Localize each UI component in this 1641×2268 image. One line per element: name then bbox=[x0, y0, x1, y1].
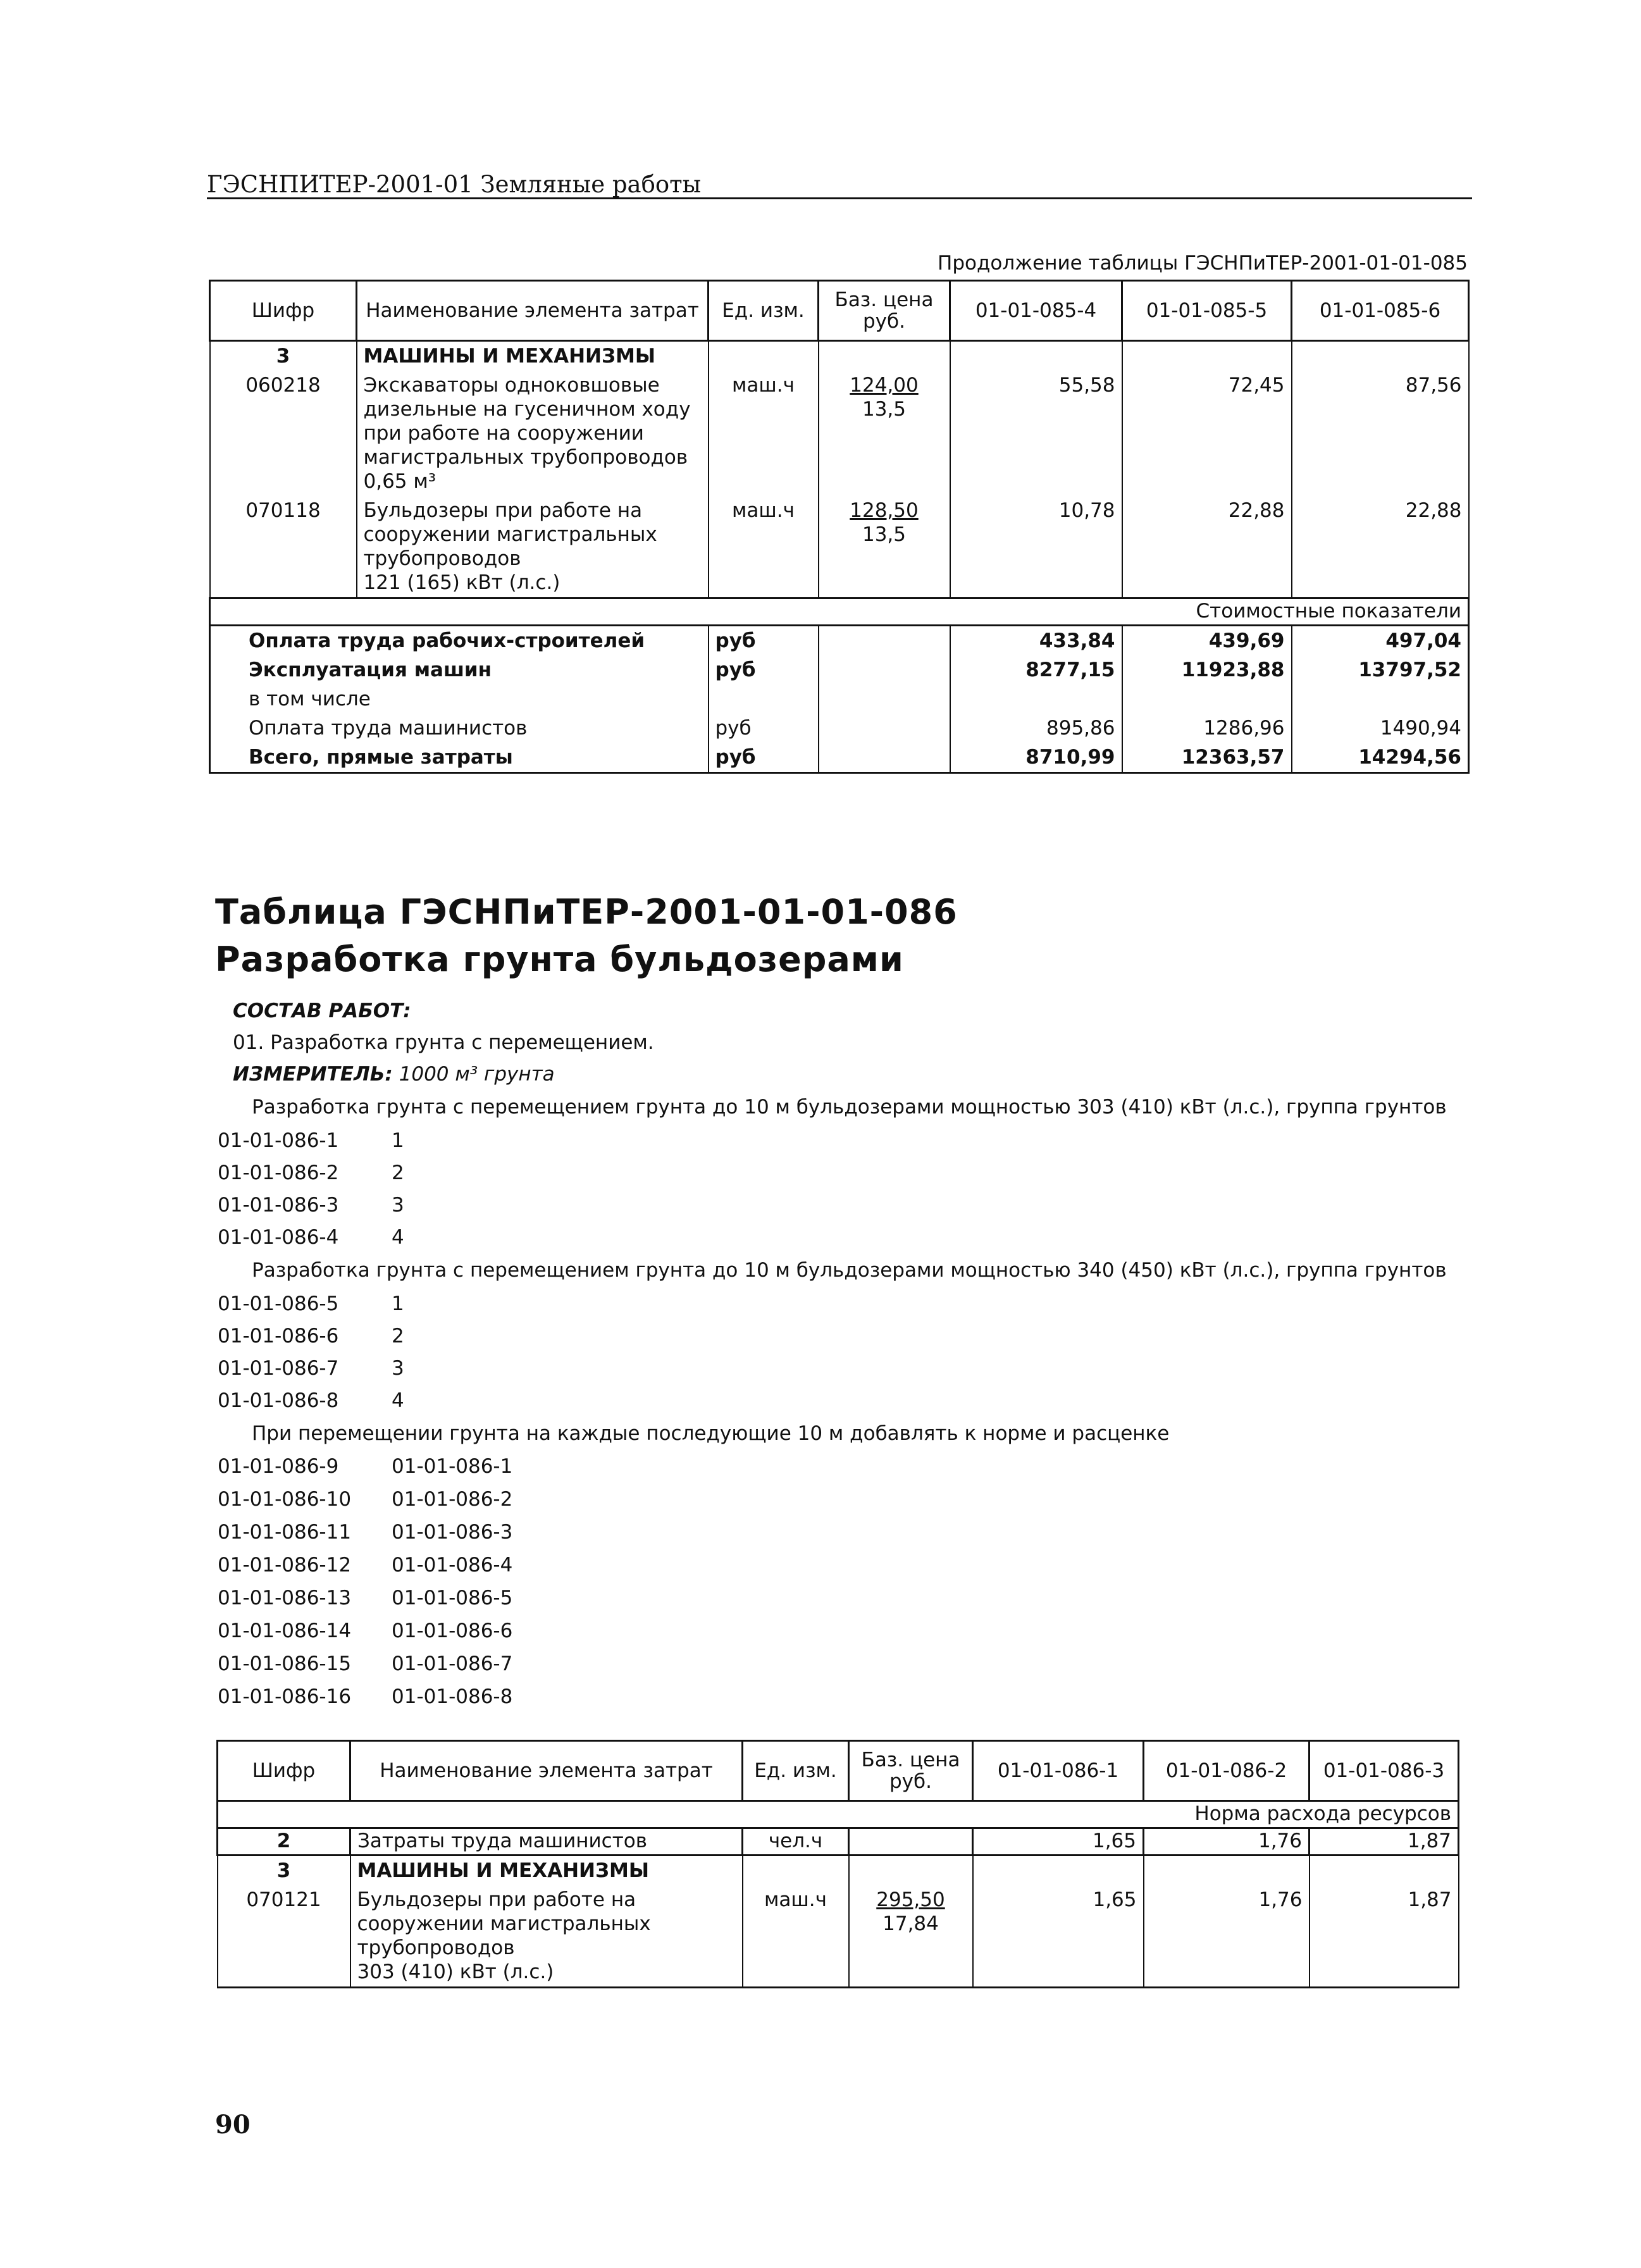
list-item bbox=[218, 1389, 404, 1415]
code: 01-01-086-5 bbox=[218, 1292, 339, 1315]
value-cell: 22,88 bbox=[1122, 496, 1292, 598]
value-cell: 72,45 bbox=[1122, 371, 1292, 496]
total-unit: руб bbox=[709, 626, 819, 656]
unit: маш.ч bbox=[709, 371, 819, 496]
column-header: 01-01-086-3 bbox=[1310, 1741, 1459, 1801]
total-value: 12363,57 bbox=[1122, 743, 1292, 773]
name-line: 121 (165) кВт (л.с.) bbox=[363, 571, 560, 594]
group-description: При перемещении грунта на каждые последующие 10 м добавлять к норме и расценке bbox=[252, 1422, 1170, 1445]
column-header: 01-01-086-1 bbox=[973, 1741, 1144, 1801]
total-name: Всего, прямые затраты bbox=[210, 743, 709, 773]
total-value: 433,84 bbox=[950, 626, 1122, 656]
soil-group: 4 bbox=[392, 1389, 404, 1412]
running-header: ГЭСНПИТЕР-2001-01 Земляные работы bbox=[207, 171, 702, 198]
column-header: Ед. изм. bbox=[743, 1741, 849, 1801]
soil-group: 4 bbox=[392, 1226, 404, 1249]
labor-row bbox=[218, 1828, 1459, 1856]
table-header-row bbox=[210, 281, 1469, 341]
value-cell: 1,76 bbox=[1144, 1885, 1310, 1988]
total-unit: руб bbox=[709, 743, 819, 773]
list-item bbox=[218, 1521, 512, 1546]
resource-table-085 bbox=[209, 280, 1470, 774]
resource-code: 060218 bbox=[210, 371, 357, 496]
measure-label: ИЗМЕРИТЕЛЬ: bbox=[233, 1063, 393, 1086]
list-item bbox=[218, 1587, 512, 1612]
price-sub-value: 17,84 bbox=[882, 1912, 939, 1935]
resource-name bbox=[350, 1885, 743, 1988]
header-rule bbox=[207, 197, 1472, 199]
column-header: Шифр bbox=[218, 1741, 350, 1801]
total-unit: руб bbox=[709, 714, 819, 743]
group-description: Разработка грунта с перемещением грунта до 10 м бульдозерами мощностью 340 (450) кВт (л.с.), группа грунтов bbox=[252, 1259, 1447, 1282]
name-line: сооружении магистральных bbox=[363, 523, 657, 546]
work-item: 01. Разработка грунта с перемещением. bbox=[233, 1031, 654, 1054]
total-value: 1286,96 bbox=[1122, 714, 1292, 743]
group-description: Разработка грунта с перемещением грунта до 10 м бульдозерами мощностью 303 (410) кВт (л.с.), группа грунтов bbox=[252, 1096, 1447, 1119]
code: 01-01-086-10 bbox=[218, 1488, 352, 1511]
name-line: магистральных трубопроводов bbox=[363, 446, 688, 469]
resource-table-086 bbox=[216, 1740, 1459, 1988]
name-line: 0,65 м³ bbox=[363, 470, 437, 493]
total-value: 497,04 bbox=[1292, 626, 1469, 656]
unit: маш.ч bbox=[709, 496, 819, 598]
total-unit bbox=[709, 685, 819, 714]
total-value: 1490,94 bbox=[1292, 714, 1469, 743]
norm-band-row bbox=[218, 1801, 1459, 1828]
value-cell: 10,78 bbox=[950, 496, 1122, 598]
list-item bbox=[218, 1226, 404, 1251]
code: 01-01-086-11 bbox=[218, 1521, 352, 1544]
section-row bbox=[210, 341, 1469, 371]
table-title: Таблица ГЭСНПиТЕР-2001-01-01-086 bbox=[215, 892, 958, 932]
name-line: 303 (410) кВт (л.с.) bbox=[357, 1961, 554, 1983]
total-value: 439,69 bbox=[1122, 626, 1292, 656]
name-line: дизельные на гусеничном ходу bbox=[363, 398, 691, 421]
list-item bbox=[218, 1652, 512, 1678]
measure-value: 1000 м³ грунта bbox=[399, 1063, 555, 1086]
total-value: 8277,15 bbox=[950, 655, 1122, 685]
cost-band-label: Стоимостные показатели bbox=[210, 598, 1469, 626]
column-header: Шифр bbox=[210, 281, 357, 341]
total-value bbox=[1292, 685, 1469, 714]
name-line: трубопроводов bbox=[357, 1936, 515, 1959]
section-code: 3 bbox=[210, 341, 357, 371]
name-line: сооружении магистральных bbox=[357, 1912, 651, 1935]
price-sub-value: 13,5 bbox=[862, 398, 907, 421]
total-unit: руб bbox=[709, 655, 819, 685]
table-row bbox=[210, 371, 1469, 496]
table-row bbox=[218, 1885, 1459, 1988]
column-header: 01-01-085-4 bbox=[950, 281, 1122, 341]
base-code: 01-01-086-4 bbox=[392, 1554, 513, 1577]
column-header: 01-01-085-5 bbox=[1122, 281, 1292, 341]
value-cell: 1,65 bbox=[973, 1828, 1144, 1856]
price-value: 128,50 bbox=[850, 499, 919, 522]
base-code: 01-01-086-8 bbox=[392, 1685, 513, 1708]
base-price bbox=[849, 1885, 973, 1988]
total-name: Оплата труда машинистов bbox=[210, 714, 709, 743]
base-code: 01-01-086-6 bbox=[392, 1620, 513, 1642]
code: 01-01-086-7 bbox=[218, 1357, 339, 1380]
list-item bbox=[218, 1325, 404, 1350]
list-item bbox=[218, 1357, 404, 1382]
list-item bbox=[218, 1292, 404, 1318]
list-item bbox=[218, 1685, 512, 1711]
code: 01-01-086-12 bbox=[218, 1554, 352, 1577]
price-value: 124,00 bbox=[850, 374, 919, 397]
section-code: 3 bbox=[218, 1856, 350, 1886]
resource-code: 2 bbox=[218, 1828, 350, 1856]
total-row bbox=[210, 655, 1469, 685]
code: 01-01-086-15 bbox=[218, 1652, 352, 1675]
base-price bbox=[819, 496, 950, 598]
code: 01-01-086-4 bbox=[218, 1226, 339, 1249]
code: 01-01-086-8 bbox=[218, 1389, 339, 1412]
section-row bbox=[218, 1856, 1459, 1886]
total-row bbox=[210, 626, 1469, 656]
value-cell: 1,65 bbox=[973, 1885, 1144, 1988]
soil-group: 1 bbox=[392, 1129, 404, 1152]
name-line: трубопроводов bbox=[363, 547, 521, 570]
code: 01-01-086-3 bbox=[218, 1194, 339, 1217]
unit: чел.ч bbox=[743, 1828, 849, 1856]
column-header: Наименование элемента затрат bbox=[357, 281, 709, 341]
code: 01-01-086-1 bbox=[218, 1129, 339, 1152]
value-cell: 1,87 bbox=[1310, 1828, 1459, 1856]
code: 01-01-086-16 bbox=[218, 1685, 352, 1708]
section-name: МАШИНЫ И МЕХАНИЗМЫ bbox=[350, 1856, 743, 1886]
table-subtitle: Разработка грунта бульдозерами bbox=[215, 939, 904, 979]
resource-name: Затраты труда машинистов bbox=[350, 1828, 743, 1856]
section-name: МАШИНЫ И МЕХАНИЗМЫ bbox=[357, 341, 709, 371]
value-cell: 1,87 bbox=[1310, 1885, 1459, 1988]
cost-band-row bbox=[210, 598, 1469, 626]
column-header: 01-01-086-2 bbox=[1144, 1741, 1310, 1801]
code: 01-01-086-14 bbox=[218, 1620, 352, 1642]
unit: маш.ч bbox=[743, 1885, 849, 1988]
resource-name bbox=[357, 371, 709, 496]
total-name: в том числе bbox=[210, 685, 709, 714]
total-value: 14294,56 bbox=[1292, 743, 1469, 773]
measure-line bbox=[233, 1063, 555, 1086]
name-line: Бульдозеры при работе на bbox=[363, 499, 643, 522]
total-row bbox=[210, 714, 1469, 743]
resource-name bbox=[357, 496, 709, 598]
list-item bbox=[218, 1554, 512, 1579]
value-cell: 22,88 bbox=[1292, 496, 1469, 598]
code: 01-01-086-9 bbox=[218, 1455, 339, 1478]
list-item bbox=[218, 1620, 512, 1645]
table-row bbox=[210, 496, 1469, 598]
total-value: 895,86 bbox=[950, 714, 1122, 743]
name-line: при работе на сооружении bbox=[363, 422, 644, 445]
total-value: 8710,99 bbox=[950, 743, 1122, 773]
soil-group: 2 bbox=[392, 1162, 404, 1184]
code: 01-01-086-2 bbox=[218, 1162, 339, 1184]
table-header-row bbox=[218, 1741, 1459, 1801]
price-sub-value: 13,5 bbox=[862, 523, 907, 546]
name-line: Бульдозеры при работе на bbox=[357, 1888, 636, 1911]
list-item bbox=[218, 1194, 404, 1219]
base-code: 01-01-086-2 bbox=[392, 1488, 513, 1511]
name-line: Экскаваторы одноковшовые bbox=[363, 374, 660, 397]
soil-group: 1 bbox=[392, 1292, 404, 1315]
list-item bbox=[218, 1455, 512, 1480]
value-cell: 1,76 bbox=[1144, 1828, 1310, 1856]
page-number: 90 bbox=[215, 2110, 251, 2140]
value-cell: 55,58 bbox=[950, 371, 1122, 496]
column-header: Ед. изм. bbox=[709, 281, 819, 341]
base-price bbox=[819, 371, 950, 496]
base-code: 01-01-086-1 bbox=[392, 1455, 513, 1478]
work-composition-label: СОСТАВ РАБОТ: bbox=[233, 1000, 411, 1022]
column-header: Наименование элемента затрат bbox=[350, 1741, 743, 1801]
list-item bbox=[218, 1129, 404, 1155]
table-continuation-caption: Продолжение таблицы ГЭСНПиТЕР-2001-01-01-085 bbox=[938, 252, 1468, 275]
list-item bbox=[218, 1488, 512, 1513]
soil-group: 2 bbox=[392, 1325, 404, 1348]
total-row bbox=[210, 743, 1469, 773]
base-code: 01-01-086-3 bbox=[392, 1521, 513, 1544]
total-name: Эксплуатация машин bbox=[210, 655, 709, 685]
column-header: 01-01-085-6 bbox=[1292, 281, 1469, 341]
column-header: Баз. цена руб. bbox=[819, 281, 950, 341]
base-price bbox=[849, 1828, 973, 1856]
code: 01-01-086-13 bbox=[218, 1587, 352, 1609]
list-item bbox=[218, 1162, 404, 1187]
total-value bbox=[950, 685, 1122, 714]
code: 01-01-086-6 bbox=[218, 1325, 339, 1348]
base-code: 01-01-086-5 bbox=[392, 1587, 513, 1609]
resource-code: 070118 bbox=[210, 496, 357, 598]
norm-band-label: Норма расхода ресурсов bbox=[218, 1801, 1459, 1828]
total-value bbox=[1122, 685, 1292, 714]
total-value: 13797,52 bbox=[1292, 655, 1469, 685]
base-code: 01-01-086-7 bbox=[392, 1652, 513, 1675]
soil-group: 3 bbox=[392, 1357, 404, 1380]
value-cell: 87,56 bbox=[1292, 371, 1469, 496]
total-name: Оплата труда рабочих-строителей bbox=[210, 626, 709, 656]
total-value: 11923,88 bbox=[1122, 655, 1292, 685]
resource-code: 070121 bbox=[218, 1885, 350, 1988]
price-value: 295,50 bbox=[876, 1888, 945, 1911]
total-row bbox=[210, 685, 1469, 714]
soil-group: 3 bbox=[392, 1194, 404, 1217]
column-header: Баз. цена руб. bbox=[849, 1741, 973, 1801]
